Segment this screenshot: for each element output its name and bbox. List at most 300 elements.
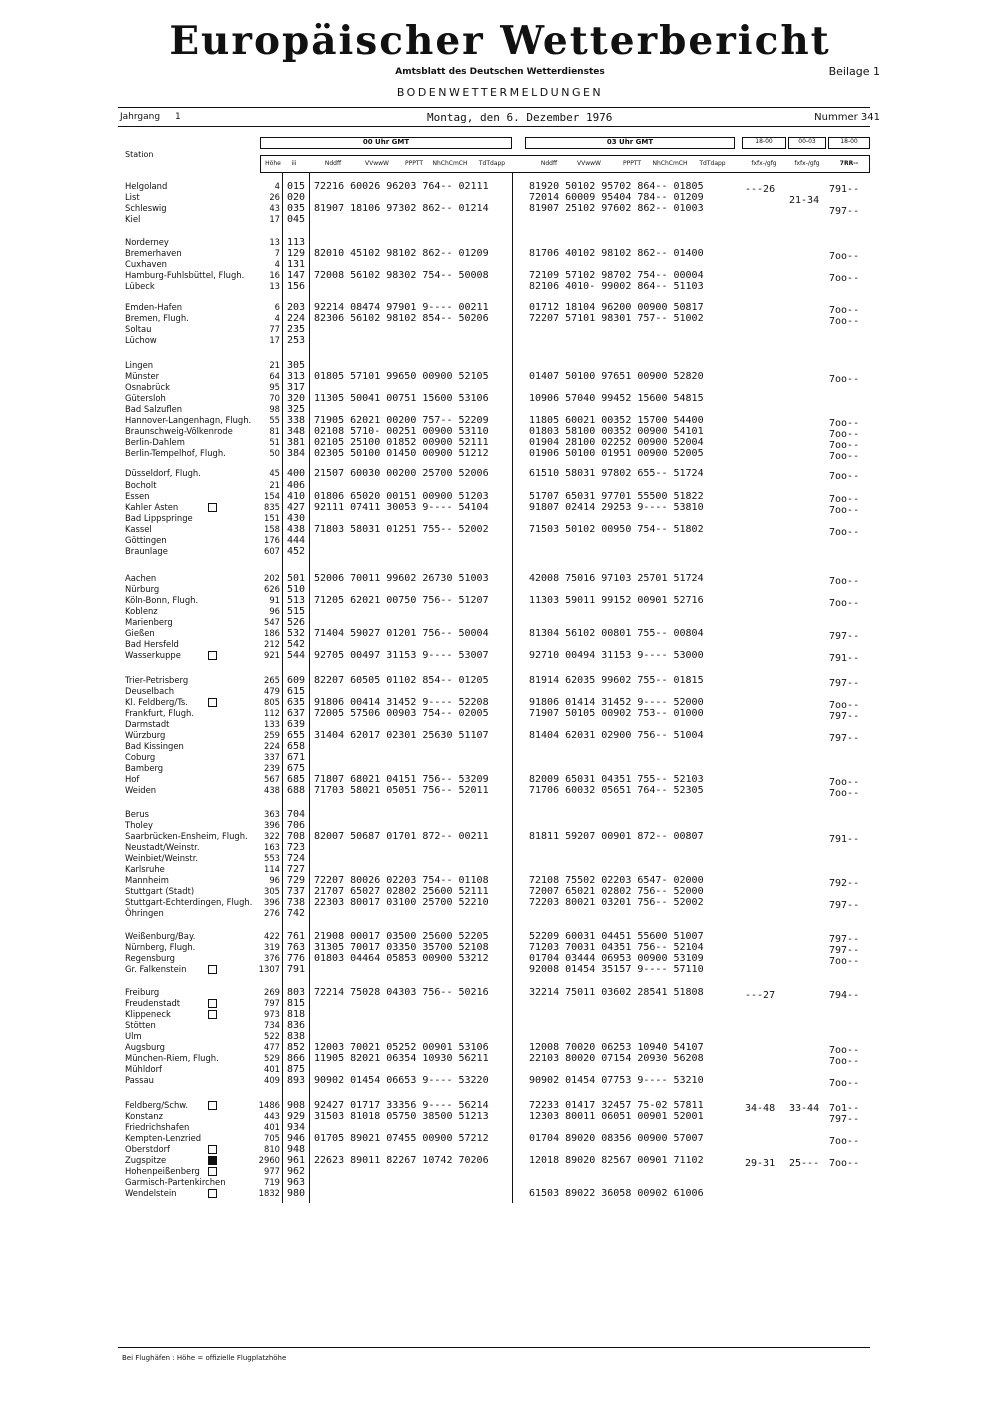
station-height: 7 xyxy=(274,248,280,258)
station-name: Kiel xyxy=(125,214,141,224)
station-height: 98 xyxy=(269,404,280,414)
precip-18-00: 7oo-- xyxy=(829,418,860,429)
r1-header: 18-00 xyxy=(755,138,773,145)
station-height: 239 xyxy=(264,763,280,773)
obs-00-gmt: 90902 01454 06653 9---- 53220 xyxy=(314,1075,489,1086)
station-index: 317 xyxy=(287,382,306,393)
station-height: 43 xyxy=(269,203,280,213)
precip-18-00: 7oo-- xyxy=(829,251,860,262)
station-height: 202 xyxy=(264,573,280,583)
station-name: Karlsruhe xyxy=(125,864,165,874)
obs-03-gmt: 71503 50102 00950 754-- 51802 xyxy=(529,524,704,535)
r3-header-box xyxy=(828,137,870,149)
station-height: 2960 xyxy=(258,1155,280,1165)
station-height: 797 xyxy=(264,998,280,1008)
station-height: 409 xyxy=(264,1075,280,1085)
c4-header-b: NhChCmCH xyxy=(652,160,688,167)
obs-03-gmt: 32214 75011 03602 28541 51808 xyxy=(529,987,704,998)
station-name: Berus xyxy=(125,809,150,819)
station-height: 212 xyxy=(264,639,280,649)
station-name: Augsburg xyxy=(125,1042,165,1052)
station-name: Bremerhaven xyxy=(125,248,182,258)
station-index: 156 xyxy=(287,281,306,292)
station-index: 791 xyxy=(287,964,306,975)
obs-03-gmt: 01906 50100 01951 00900 52005 xyxy=(529,448,704,459)
station-height: 276 xyxy=(264,908,280,918)
station-height: 401 xyxy=(264,1064,280,1074)
station-index: 381 xyxy=(287,437,306,448)
station-name: Klippeneck xyxy=(125,1009,235,1020)
precip-18-00: 7oo-- xyxy=(829,1136,860,1147)
precip-18-00: 7oo-- xyxy=(829,440,860,451)
precip-18-00: 7oo-- xyxy=(829,1158,860,1169)
r1-sub-header: fxfx-/gfg xyxy=(751,160,777,167)
station-name: Feldberg/Schw. xyxy=(125,1100,235,1111)
station-index: 948 xyxy=(287,1144,306,1155)
obs-03-gmt: 12303 80011 06051 00901 52001 xyxy=(529,1111,704,1122)
station-name: Braunlage xyxy=(125,546,168,556)
block-divider xyxy=(512,173,513,1203)
precip-18-00: 7oo-- xyxy=(829,374,860,385)
obs-00-gmt: 71205 62021 00750 756-- 51207 xyxy=(314,595,489,606)
obs-03-gmt: 72203 80021 03201 756-- 52002 xyxy=(529,897,704,908)
open-square-icon xyxy=(208,1010,217,1019)
open-square-icon xyxy=(208,1145,217,1154)
station-height: 322 xyxy=(264,831,280,841)
station-index: 708 xyxy=(287,831,306,842)
obs-00-gmt: 01805 57101 99650 00900 52105 xyxy=(314,371,489,382)
obs-03-gmt: 01704 03444 06953 00900 53109 xyxy=(529,953,704,964)
precip-18-00: 797-- xyxy=(829,631,860,642)
station-name: Köln-Bonn, Flugh. xyxy=(125,595,199,605)
obs-00-gmt: 72005 57506 00903 754-- 02005 xyxy=(314,708,489,719)
station-name: Soltau xyxy=(125,324,152,334)
station-name: Gütersloh xyxy=(125,393,166,403)
precip-18-00: 7oo-- xyxy=(829,1045,860,1056)
station-height: 805 xyxy=(264,697,280,707)
jahrgang-label: Jahrgang xyxy=(120,112,161,122)
precip-18-00: 794-- xyxy=(829,990,860,1001)
station-name: Koblenz xyxy=(125,606,158,616)
obs-03-gmt: 90902 01454 07753 9---- 53210 xyxy=(529,1075,704,1086)
station-height: 224 xyxy=(264,741,280,751)
station-height: 4 xyxy=(274,259,280,269)
station-name: Weiden xyxy=(125,785,157,795)
station-height: 50 xyxy=(269,448,280,458)
station-index: 836 xyxy=(287,1020,306,1031)
obs-03-gmt: 11805 60021 00352 15700 54400 xyxy=(529,415,704,426)
station-index: 729 xyxy=(287,875,306,886)
obs-00-gmt: 82306 56102 98102 854-- 50206 xyxy=(314,313,489,324)
open-square-icon xyxy=(208,1189,217,1198)
precip-18-00: 7o1-- xyxy=(829,1103,860,1114)
station-name: Osnabrück xyxy=(125,382,170,392)
obs-00-gmt: 02108 5710- 00251 00900 53110 xyxy=(314,426,489,437)
precip-18-00: 7oo-- xyxy=(829,316,860,327)
precip-18-00: 797-- xyxy=(829,678,860,689)
obs-03-gmt: 82009 65031 04351 755-- 52103 xyxy=(529,774,704,785)
station-name: Bad Lippspringe xyxy=(125,513,193,523)
station-index: 406 xyxy=(287,480,306,491)
c2-header-b: VVwwW xyxy=(577,160,601,167)
precip-18-00: 797-- xyxy=(829,945,860,956)
station-height: 259 xyxy=(264,730,280,740)
station-name: Konstanz xyxy=(125,1111,163,1121)
station-name: Regensburg xyxy=(125,953,175,963)
station-index: 980 xyxy=(287,1188,306,1199)
station-index: 305 xyxy=(287,360,306,371)
gust-18-00: ---26 xyxy=(745,184,776,195)
station-index: 501 xyxy=(287,573,306,584)
station-height: 151 xyxy=(264,513,280,523)
station-index: 908 xyxy=(287,1100,306,1111)
station-name: Deuselbach xyxy=(125,686,175,696)
station-name: Zugspitze xyxy=(125,1155,235,1166)
station-index: 253 xyxy=(287,335,306,346)
station-index: 452 xyxy=(287,546,306,557)
issue-date: Montag, den 6. Dezember 1976 xyxy=(427,111,613,124)
station-height: 4 xyxy=(274,181,280,191)
precip-18-00: 7oo-- xyxy=(829,429,860,440)
obs-03-gmt: 81706 40102 98102 862-- 01400 xyxy=(529,248,704,259)
station-height: 114 xyxy=(264,864,280,874)
station-height: 77 xyxy=(269,324,280,334)
station-name: Helgoland xyxy=(125,181,168,191)
filled-square-icon xyxy=(208,1156,217,1165)
obs-03-gmt: 81811 59207 00901 872-- 00807 xyxy=(529,831,704,842)
station-name: Schleswig xyxy=(125,203,167,213)
station-height: 81 xyxy=(269,426,280,436)
precip-18-00: 7oo-- xyxy=(829,527,860,538)
station-height: 810 xyxy=(264,1144,280,1154)
station-height: 443 xyxy=(264,1111,280,1121)
station-height: 55 xyxy=(269,415,280,425)
precip-18-00: 797-- xyxy=(829,711,860,722)
station-name: Frankfurt, Flugh. xyxy=(125,708,194,718)
gust-00-03: 25--- xyxy=(789,1158,820,1169)
precip-18-00: 7oo-- xyxy=(829,598,860,609)
block03-header: 03 Uhr GMT xyxy=(606,138,654,146)
c1-header-b: Nddff xyxy=(540,160,558,167)
station-index: 946 xyxy=(287,1133,306,1144)
precip-18-00: 7oo-- xyxy=(829,305,860,316)
station-index: 235 xyxy=(287,324,306,335)
station-name: Berlin-Dahlem xyxy=(125,437,185,447)
station-name: Weißenburg/Bay. xyxy=(125,931,196,941)
obs-00-gmt: 12003 70021 05252 00901 53106 xyxy=(314,1042,489,1053)
station-index: 438 xyxy=(287,524,306,535)
station-index: 635 xyxy=(287,697,306,708)
obs-03-gmt: 72108 75502 02203 6547- 02000 xyxy=(529,875,704,886)
precip-18-00: 7oo-- xyxy=(829,451,860,462)
obs-03-gmt: 72233 01417 32457 75-02 57811 xyxy=(529,1100,704,1111)
station-height: 477 xyxy=(264,1042,280,1052)
obs-03-gmt: 10906 57040 99452 15600 54815 xyxy=(529,393,704,404)
station-name: Garmisch-Partenkirchen xyxy=(125,1177,226,1187)
precip-18-00: 792-- xyxy=(829,878,860,889)
station-index: 020 xyxy=(287,192,306,203)
station-name: Hohenpeißenberg xyxy=(125,1166,235,1177)
station-name: Kl. Feldberg/Ts. xyxy=(125,697,235,708)
hoehe-divider xyxy=(282,173,283,1203)
station-index: 761 xyxy=(287,931,306,942)
block00-header-box xyxy=(260,137,512,149)
station-name: List xyxy=(125,192,140,202)
station-height: 26 xyxy=(269,192,280,202)
obs-00-gmt: 72008 56102 98302 754-- 50008 xyxy=(314,270,489,281)
station-index: 384 xyxy=(287,448,306,459)
station-name: Stötten xyxy=(125,1020,156,1030)
obs-03-gmt: 91806 01414 31452 9---- 52000 xyxy=(529,697,704,708)
station-name: Stuttgart-Echterdingen, Flugh. xyxy=(125,897,253,907)
station-index: 685 xyxy=(287,774,306,785)
station-index: 737 xyxy=(287,886,306,897)
station-name: Friedrichshafen xyxy=(125,1122,190,1132)
obs-03-gmt: 12008 70020 06253 10940 54107 xyxy=(529,1042,704,1053)
station-name: Braunschweig-Völkenrode xyxy=(125,426,233,436)
station-name: Nürnberg, Flugh. xyxy=(125,942,196,952)
station-height: 719 xyxy=(264,1177,280,1187)
station-index: 400 xyxy=(287,468,306,479)
station-index: 671 xyxy=(287,752,306,763)
station-height: 265 xyxy=(264,675,280,685)
station-height: 45 xyxy=(269,468,280,478)
obs-00-gmt: 11305 50041 00751 15600 53106 xyxy=(314,393,489,404)
station-height: 529 xyxy=(264,1053,280,1063)
station-header: Station xyxy=(125,150,154,159)
obs-00-gmt: 92427 01717 33356 9---- 56214 xyxy=(314,1100,489,1111)
station-height: 438 xyxy=(264,785,280,795)
station-index: 045 xyxy=(287,214,306,225)
station-height: 6 xyxy=(274,302,280,312)
station-index: 338 xyxy=(287,415,306,426)
station-index: 655 xyxy=(287,730,306,741)
station-name: Oberstdorf xyxy=(125,1144,235,1155)
station-index: 738 xyxy=(287,897,306,908)
obs-00-gmt: 82007 50687 01701 872-- 00211 xyxy=(314,831,489,842)
station-index: 727 xyxy=(287,864,306,875)
station-height: 363 xyxy=(264,809,280,819)
precip-18-00: 797-- xyxy=(829,934,860,945)
obs-00-gmt: 21908 00017 03500 25600 52205 xyxy=(314,931,489,942)
obs-00-gmt: 72214 75028 04303 756-- 50216 xyxy=(314,987,489,998)
station-index: 963 xyxy=(287,1177,306,1188)
station-name: Coburg xyxy=(125,752,156,762)
precip-18-00: 7oo-- xyxy=(829,471,860,482)
obs-00-gmt: 52006 70011 99602 26730 51003 xyxy=(314,573,489,584)
station-height: 522 xyxy=(264,1031,280,1041)
station-name: Ulm xyxy=(125,1031,142,1041)
station-index: 893 xyxy=(287,1075,306,1086)
station-height: 163 xyxy=(264,842,280,852)
station-height: 376 xyxy=(264,953,280,963)
station-index: 866 xyxy=(287,1053,306,1064)
station-height: 186 xyxy=(264,628,280,638)
open-square-icon xyxy=(208,999,217,1008)
obs-03-gmt: 72014 60009 95404 784-- 01209 xyxy=(529,192,704,203)
station-height: 91 xyxy=(269,595,280,605)
station-height: 401 xyxy=(264,1122,280,1132)
station-height: 13 xyxy=(269,237,280,247)
station-height: 154 xyxy=(264,491,280,501)
open-square-icon xyxy=(208,1167,217,1176)
open-square-icon xyxy=(208,1101,217,1110)
precip-18-00: 791-- xyxy=(829,184,860,195)
obs-03-gmt: 82106 4010- 99002 864-- 51103 xyxy=(529,281,704,292)
station-index: 776 xyxy=(287,953,306,964)
obs-03-gmt: 71706 60032 05651 764-- 52305 xyxy=(529,785,704,796)
obs-00-gmt: 71803 58031 01251 755-- 52002 xyxy=(314,524,489,535)
obs-00-gmt: 11905 82021 06354 10930 56211 xyxy=(314,1053,489,1064)
station-name: Mühldorf xyxy=(125,1064,163,1074)
obs-03-gmt: 81404 62031 02900 756-- 51004 xyxy=(529,730,704,741)
station-height: 835 xyxy=(264,502,280,512)
obs-00-gmt: 31503 81018 05750 38500 51213 xyxy=(314,1111,489,1122)
station-index: 430 xyxy=(287,513,306,524)
obs-00-gmt: 71905 62021 00200 757-- 52209 xyxy=(314,415,489,426)
station-name: Kassel xyxy=(125,524,152,534)
station-height: 977 xyxy=(264,1166,280,1176)
station-height: 607 xyxy=(264,546,280,556)
station-name: Weinbiet/Weinstr. xyxy=(125,853,199,863)
station-index: 035 xyxy=(287,203,306,214)
station-index: 724 xyxy=(287,853,306,864)
obs-03-gmt: 01803 58100 00352 00900 54101 xyxy=(529,426,704,437)
obs-00-gmt: 21707 65027 02802 25600 52111 xyxy=(314,886,489,897)
station-index: 688 xyxy=(287,785,306,796)
c4-header-a: NhChCmCH xyxy=(432,160,468,167)
obs-00-gmt: 01806 65020 00151 00900 51203 xyxy=(314,491,489,502)
obs-03-gmt: 12018 89020 82567 00901 71102 xyxy=(529,1155,704,1166)
station-index: 544 xyxy=(287,650,306,661)
station-height: 626 xyxy=(264,584,280,594)
station-name: Stuttgart (Stadt) xyxy=(125,886,195,896)
station-name: Trier-Petrisberg xyxy=(125,675,189,685)
station-name: München-Riem, Flugh. xyxy=(125,1053,219,1063)
station-height: 16 xyxy=(269,270,280,280)
station-name: Münster xyxy=(125,371,160,381)
station-name: Aachen xyxy=(125,573,157,583)
station-index: 320 xyxy=(287,393,306,404)
obs-03-gmt: 71203 70031 04351 756-- 52104 xyxy=(529,942,704,953)
station-name: Göttingen xyxy=(125,535,167,545)
obs-03-gmt: 01712 18104 96200 00900 50817 xyxy=(529,302,704,313)
obs-03-gmt: 01407 50100 97651 00900 52820 xyxy=(529,371,704,382)
station-name: Hof xyxy=(125,774,140,784)
station-name: Tholey xyxy=(125,820,153,830)
station-name: Bad Salzuflen xyxy=(125,404,183,414)
c5-header-a: TdTdapp xyxy=(478,160,506,167)
obs-03-gmt: 72207 57101 98301 757-- 51002 xyxy=(529,313,704,324)
station-index: 706 xyxy=(287,820,306,831)
station-height: 734 xyxy=(264,1020,280,1030)
r2-sub-header: fxfx-/gfg xyxy=(794,160,820,167)
station-height: 479 xyxy=(264,686,280,696)
precip-18-00: 7oo-- xyxy=(829,1056,860,1067)
obs-03-gmt: 52209 60031 04451 55600 51007 xyxy=(529,931,704,942)
station-height: 96 xyxy=(269,606,280,616)
station-height: 64 xyxy=(269,371,280,381)
gust-18-00: 34-48 xyxy=(745,1103,776,1114)
c3-header-b: PPPTT xyxy=(622,160,642,167)
station-height: 17 xyxy=(269,335,280,345)
station-height: 70 xyxy=(269,393,280,403)
block03-header-box xyxy=(525,137,735,149)
station-index: 410 xyxy=(287,491,306,502)
station-height: 269 xyxy=(264,987,280,997)
station-index: 313 xyxy=(287,371,306,382)
station-name: Kempten-Lenzried xyxy=(125,1133,202,1143)
station-index: 875 xyxy=(287,1064,306,1075)
r1-header-box xyxy=(742,137,786,149)
station-height: 17 xyxy=(269,214,280,224)
obs-00-gmt: 01803 04464 05853 00900 53212 xyxy=(314,953,489,964)
station-index: 113 xyxy=(287,237,306,248)
r2-header: 00-03 xyxy=(798,138,816,145)
c2-header-a: VVwwW xyxy=(365,160,389,167)
obs-03-gmt: 61503 89022 36058 00902 61006 xyxy=(529,1188,704,1199)
block00-header: 00 Uhr GMT xyxy=(362,138,410,146)
station-name: Saarbrücken-Ensheim, Flugh. xyxy=(125,831,248,841)
section-title: BODENWETTERMELDUNGEN xyxy=(396,86,604,99)
obs-00-gmt: 72207 80026 02203 754-- 01108 xyxy=(314,875,489,886)
station-height: 4 xyxy=(274,313,280,323)
station-index: 934 xyxy=(287,1122,306,1133)
obs-03-gmt: 71907 50105 00902 753-- 01000 xyxy=(529,708,704,719)
station-index: 526 xyxy=(287,617,306,628)
jii-header: iii xyxy=(291,160,297,167)
station-index: 803 xyxy=(287,987,306,998)
station-height: 567 xyxy=(264,774,280,784)
station-name: Bocholt xyxy=(125,480,157,490)
obs-00-gmt: 22303 80017 03100 25700 52210 xyxy=(314,897,489,908)
station-height: 95 xyxy=(269,382,280,392)
header-rule xyxy=(118,126,870,127)
station-index: 515 xyxy=(287,606,306,617)
obs-00-gmt: 82010 45102 98102 862-- 01209 xyxy=(314,248,489,259)
obs-03-gmt: 61510 58031 97802 655-- 51724 xyxy=(529,468,704,479)
station-name: Darmstadt xyxy=(125,719,170,729)
obs-03-gmt: 92710 00494 31153 9---- 53000 xyxy=(529,650,704,661)
station-height: 133 xyxy=(264,719,280,729)
station-height: 305 xyxy=(264,886,280,896)
obs-00-gmt: 71404 59027 01201 756-- 50004 xyxy=(314,628,489,639)
station-index: 609 xyxy=(287,675,306,686)
station-height: 21 xyxy=(269,480,280,490)
issue-number: Nummer 341 xyxy=(814,112,880,123)
station-index: 532 xyxy=(287,628,306,639)
station-name: Bad Hersfeld xyxy=(125,639,179,649)
station-name: Würzburg xyxy=(125,730,166,740)
station-name: Bremen, Flugh. xyxy=(125,313,189,323)
obs-03-gmt: 51707 65031 97701 55500 51822 xyxy=(529,491,704,502)
station-index: 639 xyxy=(287,719,306,730)
station-index: 615 xyxy=(287,686,306,697)
hoehe-header: Höhe xyxy=(265,160,281,167)
precip-18-00: 797-- xyxy=(829,733,860,744)
precip-18-00: 7oo-- xyxy=(829,273,860,284)
station-name: Freudenstadt xyxy=(125,998,235,1009)
station-height: 1832 xyxy=(258,1188,280,1198)
footnote: Bei Flughäfen : Höhe = offizielle Flugplatzhöhe xyxy=(122,1354,287,1362)
obs-00-gmt: 72216 60026 96203 764-- 02111 xyxy=(314,181,489,192)
station-height: 158 xyxy=(264,524,280,534)
jii-divider xyxy=(309,173,310,1203)
precip-18-00: 7oo-- xyxy=(829,777,860,788)
obs-03-gmt: 01704 89020 08356 00900 57007 xyxy=(529,1133,704,1144)
gust-00-03: 33-44 xyxy=(789,1103,820,1114)
station-name: Gießen xyxy=(125,628,155,638)
